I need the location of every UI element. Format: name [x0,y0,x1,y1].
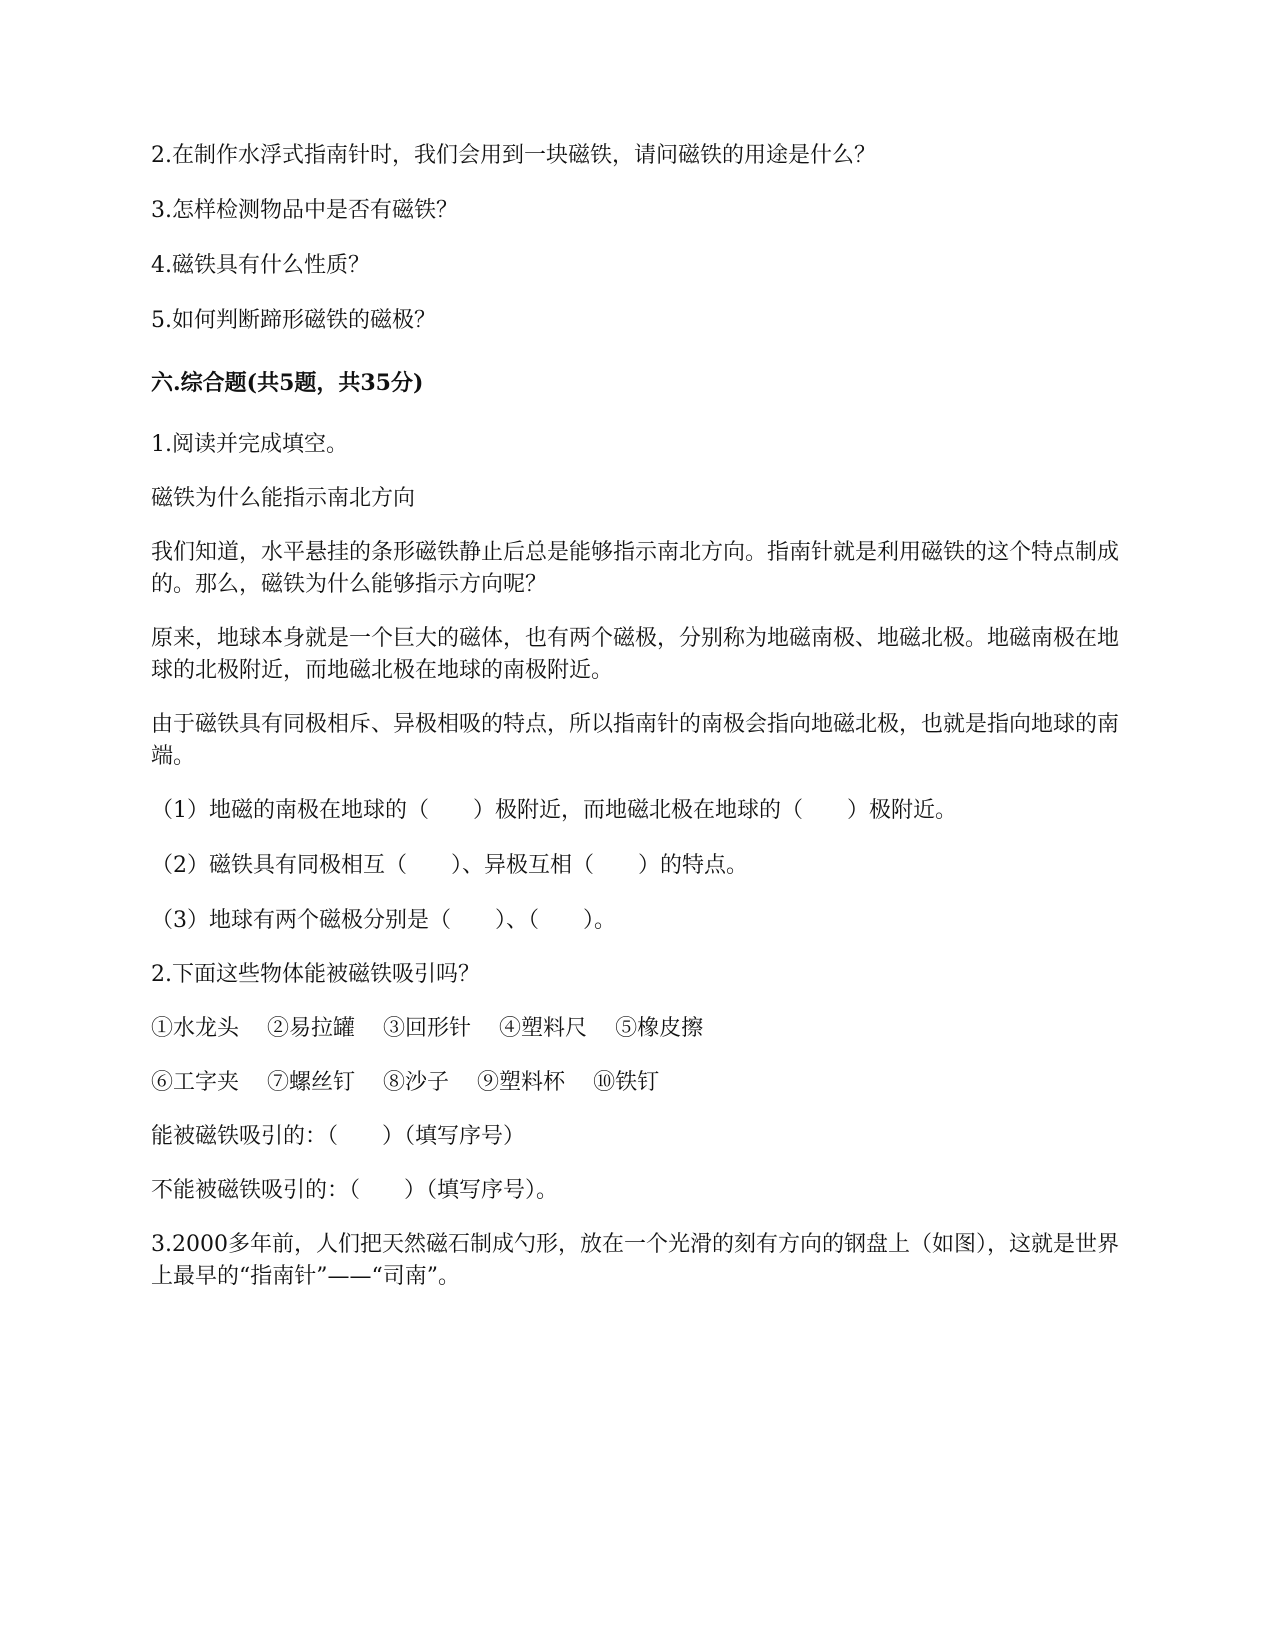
attract-answer-line: 能被磁铁吸引的：（ ）（填写序号） [151,1124,526,1149]
question-6-3-text: 3.2000多年前，人们把天然磁石制成勺形，放在一个光滑的刻有方向的钢盘上（如图），这就是世界上最早的“指南针”——“司南”。 [151,1232,1119,1289]
list-item: ①水龙头 [151,1016,240,1041]
list-item: ⑤橡皮擦 [615,1016,704,1041]
list-item: ⑨塑料杯 [477,1070,566,1095]
object-list-row-1 [151,1013,1131,1045]
worksheet-page [151,140,1131,1293]
list-item: ④塑料尺 [499,1016,588,1041]
list-item: ⑩铁钉 [593,1070,660,1095]
question-6-2-prompt: 2.下面这些物体能被磁铁吸引吗？ [151,962,480,987]
article-paragraph-2: 原来，地球本身就是一个巨大的磁体，也有两个磁极，分别称为地磁南极、地磁北极。地磁南极在地球的北极附近，而地磁北极在地球的南极附近。 [151,626,1120,683]
not-attract-answer-line: 不能被磁铁吸引的：（ ）（填写序号）。 [151,1178,559,1203]
object-list-row-2 [151,1067,1131,1099]
question-5-2: 2.在制作水浮式指南针时，我们会用到一块磁铁，请问磁铁的用途是什么？ [151,143,876,168]
fill-blank-1: （1）地磁的南极在地球的（ ）极附近，而地磁北极在地球的（ ）极附近。 [151,798,957,823]
section-heading: 六.综合题(共5题，共35分) [151,370,424,396]
article-paragraph-1: 我们知道，水平悬挂的条形磁铁静止后总是能够指示南北方向。指南针就是利用磁铁的这个特点制成的。那么，磁铁为什么能够指示方向呢？ [151,540,1120,597]
article-paragraph-3: 由于磁铁具有同极相斥、异极相吸的特点，所以指南针的南极会指向地磁北极，也就是指向地球的南端。 [151,712,1120,769]
list-item: ⑥工字夹 [151,1070,240,1095]
fill-blank-3: （3）地球有两个磁极分别是（ ）、（ ）。 [151,908,616,933]
fill-blank-2: （2）磁铁具有同极相互（ ）、异极互相（ ）的特点。 [151,853,748,878]
question-5-4: 4.磁铁具有什么性质？ [151,253,370,278]
article-title: 磁铁为什么能指示南北方向 [151,486,416,511]
question-5-5: 5.如何判断蹄形磁铁的磁极？ [151,308,436,333]
question-6-1-prompt: 1.阅读并完成填空。 [151,432,348,457]
question-5-3: 3.怎样检测物品中是否有磁铁？ [151,198,458,223]
list-item: ②易拉罐 [267,1016,356,1041]
list-item: ③回形针 [383,1016,472,1041]
list-item: ⑧沙子 [383,1070,450,1095]
list-item: ⑦螺丝钉 [267,1070,356,1095]
